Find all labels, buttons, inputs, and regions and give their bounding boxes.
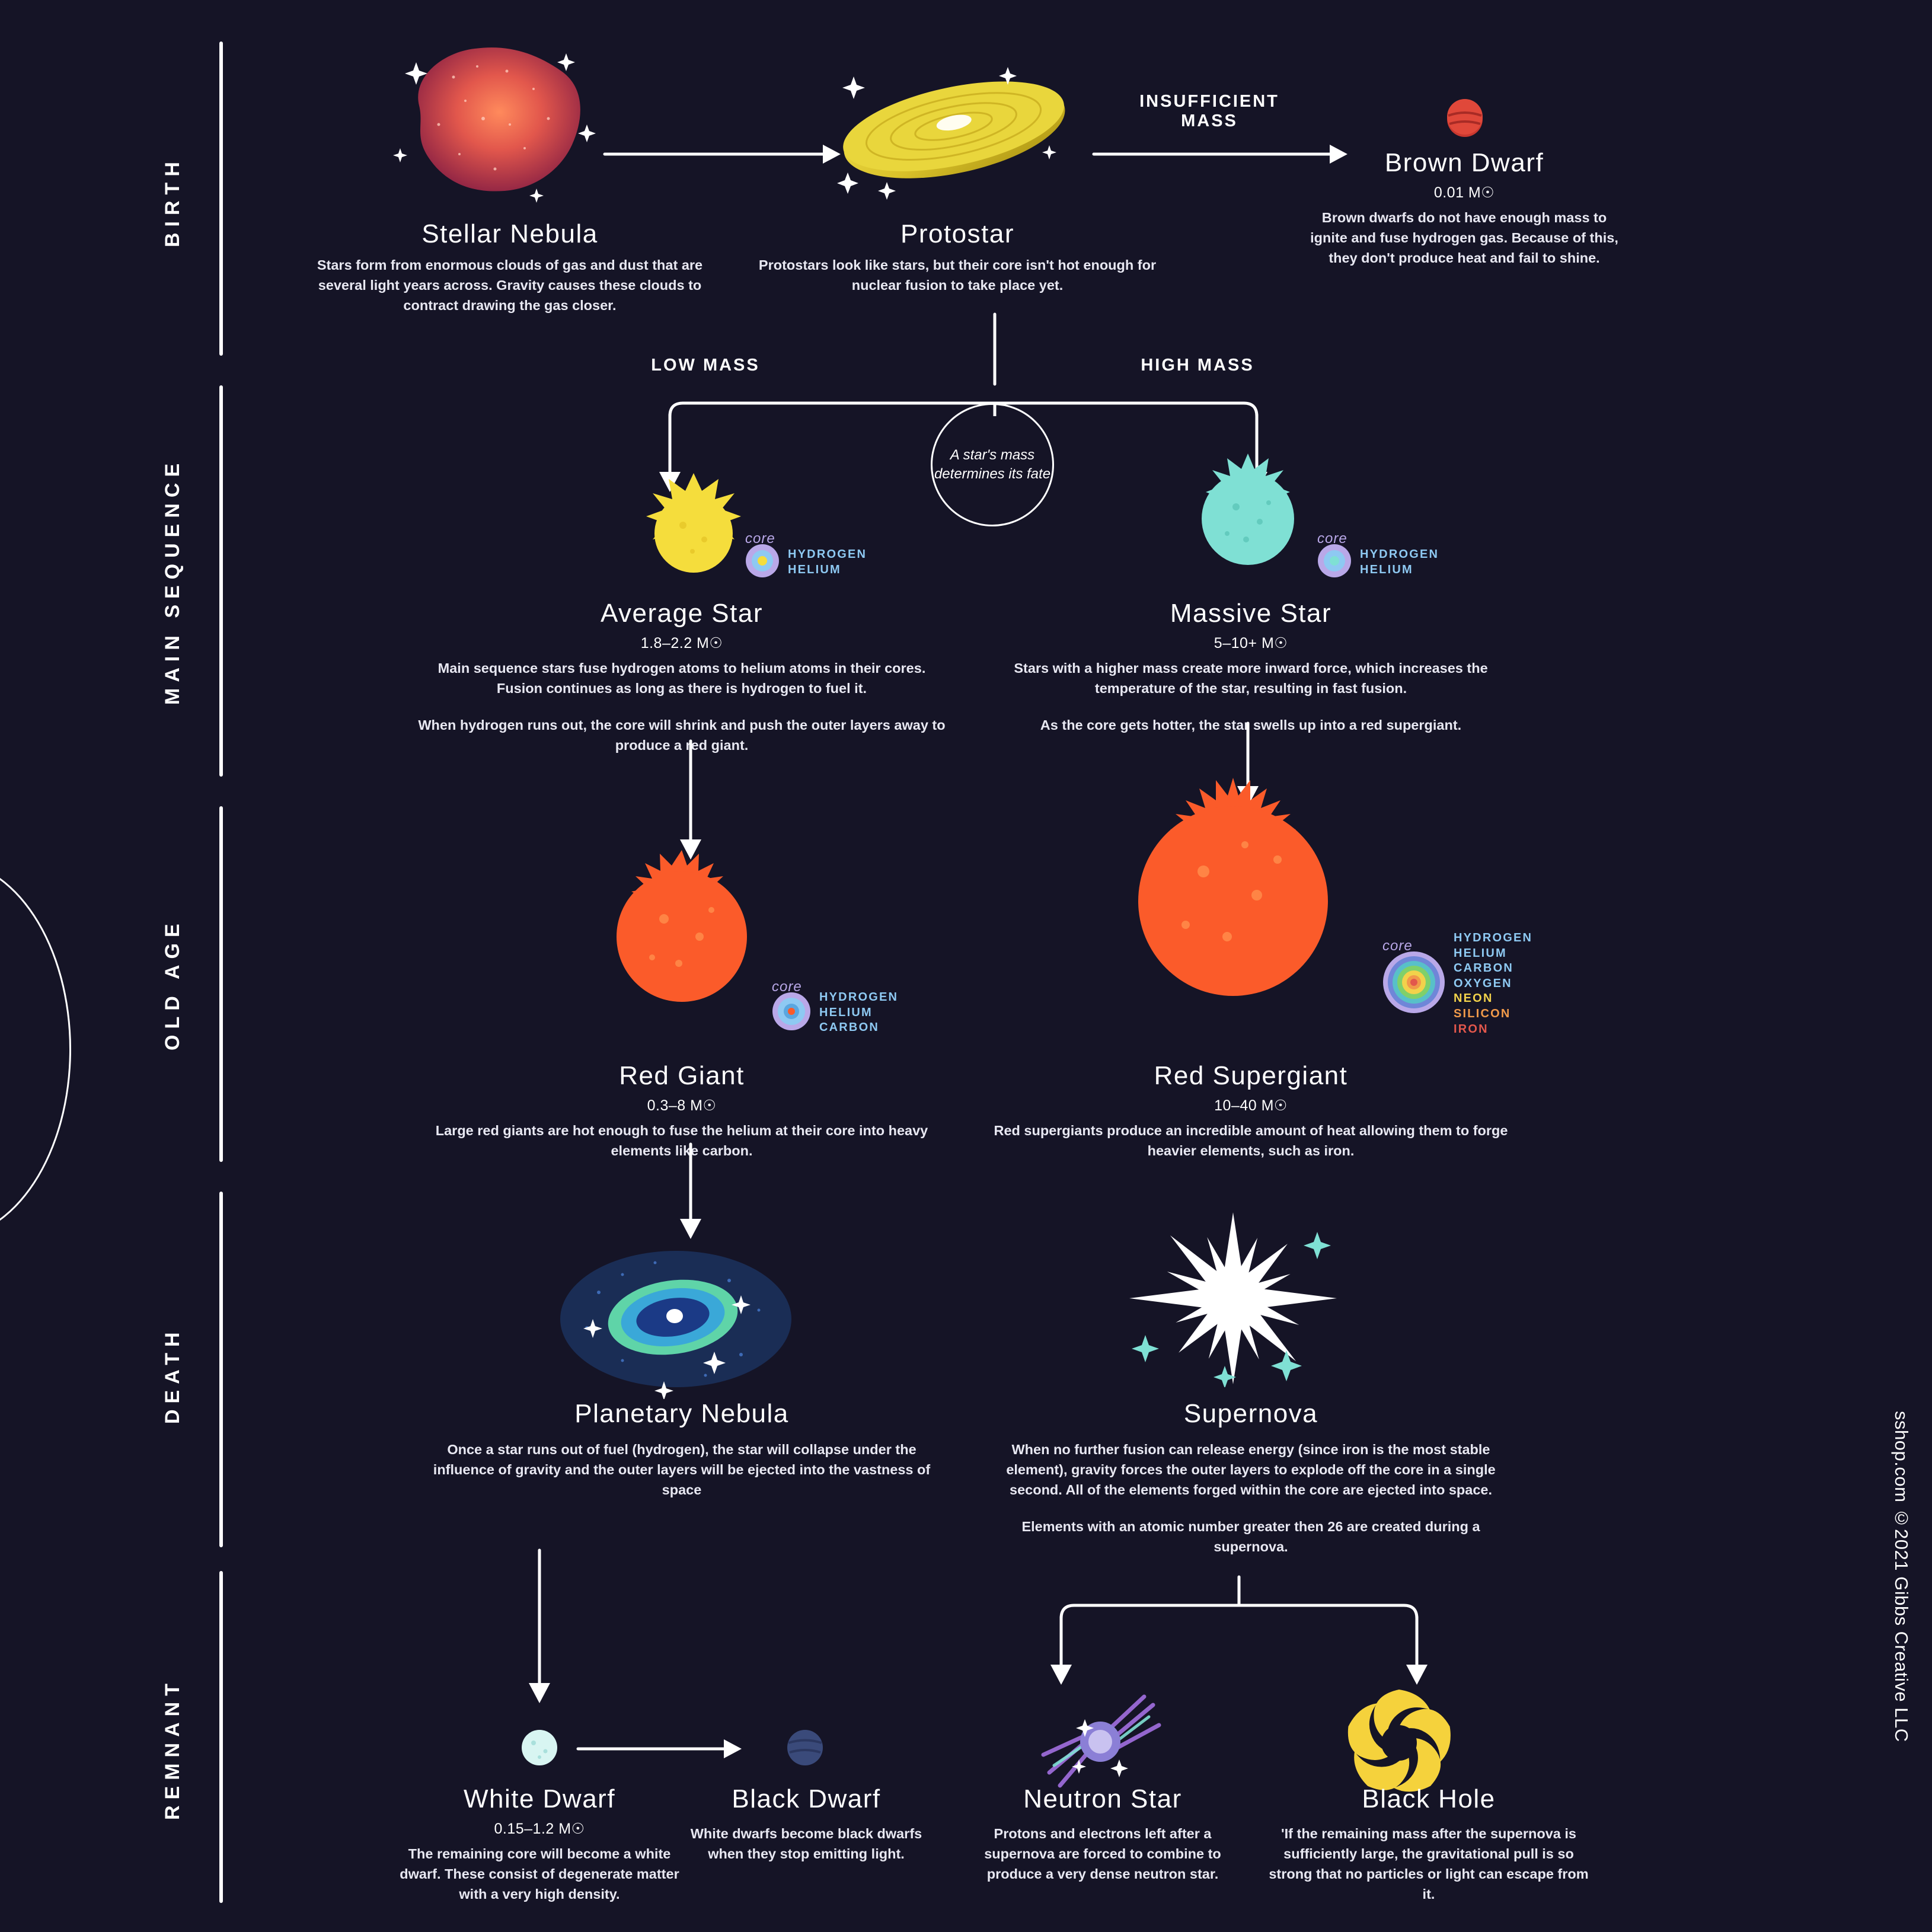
average-star-illustration: [628, 468, 759, 602]
node-white-dwarf: [391, 1784, 688, 1904]
core-items-red-giant: HYDROGEN HELIUM CARBON: [819, 991, 899, 1034]
neutron-star-title: Neutron Star: [1023, 1784, 1182, 1813]
supernova-desc-1: When no further fusion can release energy (since iron is the most stable element), gravity forces the outer layers to explode off the core in a single second. All of the elements forged within the core are ejected into space.: [1006, 1442, 1496, 1498]
core-label: core: [745, 531, 775, 547]
node-supernova: [984, 1399, 1518, 1557]
white-dwarf-illustration: [517, 1725, 562, 1773]
average-star-mass: 1.8–2.2 M☉: [640, 635, 723, 652]
stage-label-main-sequence: MAIN SEQUENCE: [161, 457, 184, 705]
label-low-mass: LOW MASS: [651, 356, 760, 375]
black-hole-desc: 'If the remaining mass after the supernova is sufficiently large, the gravitational pull is so strong that no particles or light can escape from it.: [1269, 1826, 1589, 1902]
neutron-star-desc: Protons and electrons left after a supernova are forced to combine to produce a very dense neutron star.: [984, 1826, 1221, 1882]
node-red-supergiant: [984, 1061, 1518, 1161]
core-rings-massive-star: [1316, 531, 1353, 582]
core-label: core: [772, 978, 802, 995]
core-rings-red-giant: [771, 978, 812, 1035]
core-rings-average-star: [744, 531, 781, 582]
node-average-star: [415, 599, 949, 755]
core-legend-red-supergiant: [1381, 931, 1532, 1037]
brown-dwarf-mass: 0.01 M☉: [1433, 184, 1495, 201]
red-supergiant-desc: Red supergiants produce an incredible amount of heat allowing them to forge heavier elements, such as iron.: [994, 1123, 1508, 1159]
stellar-nebula-title: Stellar Nebula: [421, 219, 598, 248]
stage-rail-birth: [219, 41, 223, 356]
stage-rail-old-age: [219, 806, 223, 1162]
node-planetary-nebula: [415, 1399, 949, 1500]
arrow-red-giant-to-planetary-nebula: [679, 1144, 702, 1239]
brown-dwarf-title: Brown Dwarf: [1384, 148, 1544, 177]
left-edge-artifact: [0, 860, 83, 1239]
label-high-mass: HIGH MASS: [1141, 356, 1254, 375]
brown-dwarf-illustration: [1444, 98, 1486, 143]
fate-note-circle: [931, 403, 1054, 526]
brown-dwarf-desc: Brown dwarfs do not have enough mass to ignite and fuse hydrogen gas. Because of this, they don't produce heat and fail to shine.: [1310, 210, 1618, 266]
planetary-nebula-illustration: [551, 1239, 800, 1399]
node-massive-star: [984, 599, 1518, 735]
black-dwarf-desc: White dwarfs become black dwarfs when they stop emitting light.: [690, 1826, 922, 1862]
planetary-nebula-desc: Once a star runs out of fuel (hydrogen), the star will collapse under the influence of gravity and the outer layers will be ejected into the vastness of space: [433, 1442, 931, 1498]
planetary-nebula-title: Planetary Nebula: [574, 1399, 789, 1428]
core-legend-red-giant: [771, 978, 899, 1036]
core-legend-massive-star: [1316, 531, 1439, 582]
node-black-dwarf: [673, 1784, 940, 1864]
stage-label-death: DEATH: [161, 1326, 184, 1425]
stage-rail-death: [219, 1192, 223, 1547]
core-items-average-star: HYDROGEN HELIUM: [788, 547, 867, 576]
node-protostar: [753, 219, 1162, 295]
stage-label-birth: BIRTH: [161, 156, 184, 247]
node-neutron-star: [960, 1784, 1245, 1884]
stage-rail-remnant: [219, 1571, 223, 1903]
stage-label-remnant: REMNANT: [161, 1678, 184, 1820]
red-giant-mass: 0.3–8 M☉: [647, 1097, 717, 1114]
massive-star-illustration: [1180, 451, 1316, 590]
red-supergiant-title: Red Supergiant: [1154, 1061, 1348, 1090]
arrow-supernova-split: [1049, 1577, 1429, 1690]
stellar-nebula-illustration: [388, 36, 602, 207]
white-dwarf-mass: 0.15–1.2 M☉: [494, 1821, 585, 1837]
protostar-desc: Protostars look like stars, but their core isn't hot enough for nuclear fusion to take place yet.: [758, 257, 1157, 293]
massive-star-desc-2: As the core gets hotter, the star swells up into a red supergiant.: [1040, 717, 1462, 733]
white-dwarf-title: White Dwarf: [463, 1784, 616, 1813]
red-giant-desc: Large red giants are hot enough to fuse the helium at their core into heavy elements like carbon.: [435, 1123, 928, 1159]
red-supergiant-illustration: [1109, 777, 1358, 1029]
massive-star-desc-1: Stars with a higher mass create more inward force, which increases the temperature of the star, resulting in fast fusion.: [1014, 660, 1488, 697]
arrow-average-to-red-giant: [679, 741, 702, 860]
average-star-desc-2: When hydrogen runs out, the core will shrink and push the outer layers away to produce a red giant.: [418, 717, 946, 753]
average-star-desc-1: Main sequence stars fuse hydrogen atoms to helium atoms in their cores. Fusion continues as long as there is hydrogen to fuel it.: [438, 660, 926, 697]
node-stellar-nebula: [308, 219, 711, 315]
fate-note-text: A star's mass determines its fate: [934, 446, 1051, 482]
red-giant-title: Red Giant: [619, 1061, 745, 1090]
core-items-red-supergiant: HYDROGEN HELIUM CARBON OXYGEN NEON SILICON IRON: [1454, 931, 1533, 1036]
supernova-title: Supernova: [1183, 1399, 1318, 1428]
stellar-nebula-desc: Stars form from enormous clouds of gas and dust that are several light years across. Gravity causes these clouds to contract drawing the gas closer.: [317, 257, 703, 314]
red-supergiant-mass: 10–40 M☉: [1214, 1097, 1288, 1114]
core-label: core: [1382, 938, 1413, 954]
core-items-massive-star: HYDROGEN HELIUM: [1360, 547, 1439, 576]
stage-label-old-age: OLD AGE: [161, 918, 184, 1050]
white-dwarf-desc: The remaining core will become a white dwarf. These consist of degenerate matter with a very high density.: [400, 1846, 679, 1902]
node-black-hole: [1263, 1784, 1595, 1904]
protostar-title: Protostar: [900, 219, 1014, 248]
stage-rail-main-sequence: [219, 385, 223, 777]
massive-star-title: Massive Star: [1170, 599, 1332, 628]
supernova-illustration: [1109, 1209, 1358, 1387]
watermark: sshop.com ©2021 Gibbs Creative LLC: [1891, 1411, 1912, 1742]
black-dwarf-title: Black Dwarf: [732, 1784, 881, 1813]
core-rings-red-supergiant: [1381, 938, 1446, 1018]
black-dwarf-illustration: [783, 1725, 828, 1773]
average-star-title: Average Star: [600, 599, 763, 628]
label-insufficient-mass: INSUFFICIENT MASS: [1139, 92, 1279, 130]
protostar-illustration: [830, 56, 1079, 205]
black-hole-title: Black Hole: [1362, 1784, 1496, 1813]
red-giant-illustration: [593, 848, 771, 1029]
core-label: core: [1317, 531, 1347, 547]
node-brown-dwarf: [1310, 148, 1618, 268]
core-legend-average-star: [744, 531, 867, 582]
supernova-desc-2: Elements with an atomic number greater then 26 are created during a supernova.: [1021, 1519, 1480, 1555]
arrow-white-dwarf-to-black-dwarf: [578, 1737, 744, 1761]
arrow-nebula-to-protostar: [605, 142, 842, 166]
massive-star-mass: 5–10+ M☉: [1214, 635, 1288, 652]
arrow-planetary-nebula-to-white-dwarf: [528, 1550, 551, 1704]
